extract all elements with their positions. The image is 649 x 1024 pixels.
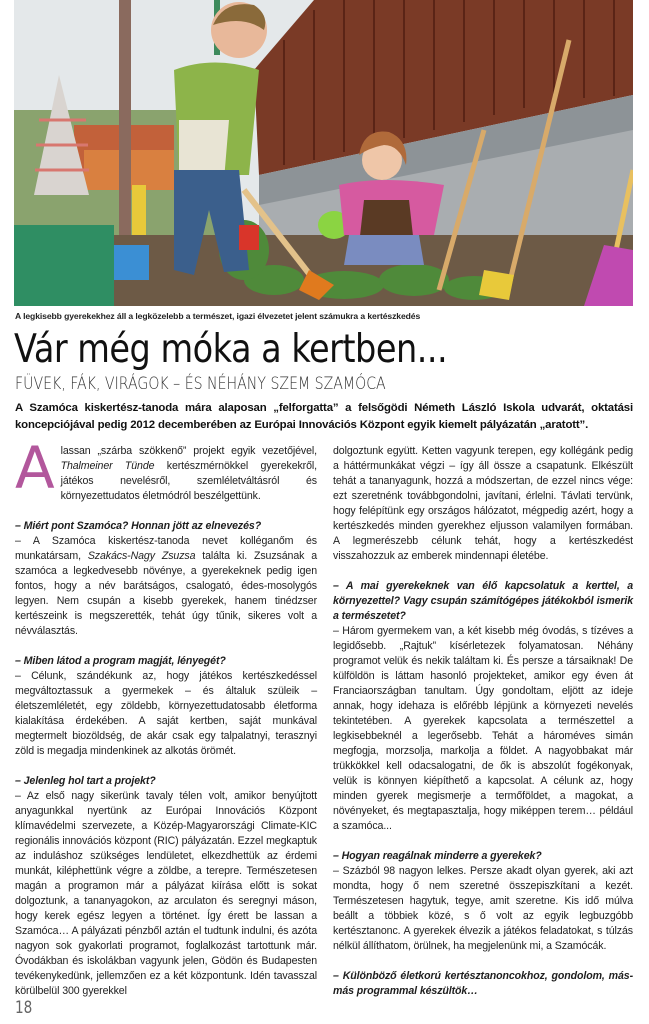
question-2: – Miben látod a program magját, lényegét? xyxy=(15,655,226,667)
answer-4: – Három gyermekem van, a két kisebb még óvodás, s tízéves a legidősebb. „Rajtuk” kísérletezek folyamatosan. Néhány programot velük és nekik találtam ki. És persze a társaiknak! De külföldön is láttam hasonló projekteket, amikor egy éven át Franciaországban tanultam. Úgy gondoltam, eljött az ideje annak, hogy idehaza is előrébb lépjünk a környezeti nevelés tekintetében. A gyerekek kapcsolata a természettel a legkisebbeknél a legerősebb. Tehát a hároméves simán megfogja, morzsolja, markolja a földet. A nagyobbakat már trükkökkel kell odacsalogatni, de ők is abszolút fogékonyak, velük is könnyen kiépíthető a kapcsolat. A célunk az, hogy minden gyerek megismerje a termőföldet, a magokat, a növényeket, és megtapasztalja, hogy miképpen terem… például a szamóca... xyxy=(333,625,633,832)
article-subtitle: FÜVEK, FÁK, VIRÁGOK – ÉS NÉHÁNY SZEM SZAMÓCA xyxy=(15,374,386,394)
answer-5: – Százból 98 nagyon lelkes. Persze akadt olyan gyerek, aki azt mondta, hogy ő nem szeretné összepiszkítani a kezét. Természetesen hagytuk, tegye, amit szeretne. Kis idő múlva beállt a többiek közé, s ő volt az egyik legbuzgóbb kertésztanonc. A gyerekek élvezik a játékos feladatokat, s túlzás nélkül állíthatom, örülnek, ha megjelenünk mi, a Szamócák. xyxy=(333,865,633,952)
article-column-left xyxy=(15,434,318,999)
question-5: – Hogyan reagálnak minderre a gyerekek? xyxy=(333,850,542,862)
answer-3-continued: dolgoztunk együtt. Ketten vagyunk terepen, egy kollégánk pedig a háttérmunkákat végzi – így áll össze a csapatunk. Elkészült tehát a tananyagunk, hozzá a módszertan, de ezzel nincs vége: ezt szeretnénk továbbgondolni, javítani, érlelni. Távlati tervünk, hogy felépítünk egy országos hálózatot, mégpedig azért, hogy a kertészkedés minden gyerekhez eljusson valamilyen formában. A legmerészebb célunk tehát, hogy a kertészkedést visszahozzuk az emberek mindennapi életébe. xyxy=(333,445,633,562)
page-number: 18 xyxy=(15,998,33,1018)
article-photo xyxy=(14,0,633,306)
answer-1: – A Szamóca kiskertész-tanoda nevet kolléganőm és munkatársam, Szakács-Nagy Zsuzsa találta ki. Zsuzsának a szamóca a legkedvesebb növénye, a gyerekeknek pedig igen fontos, hogy a név barátságos, csalogató, édes-mosolygós legyen. Nem csupán a kisebb gyerekek, hanem tinédzser kertészeink is megszerették, tehát úgy tűnik, sikeres volt a névválasztás. xyxy=(15,535,318,637)
question-4: – A mai gyerekeknek van élő kapcsolatuk a kerttel, a környezettel? Vagy csupán számítógépes játékokból ismerik a természetet? xyxy=(333,580,633,622)
answer-2: – Célunk, szándékunk az, hogy játékos kertészkedéssel megváltoztassuk a gyermekek – és általuk szüleik – életszemléletét, egy zöldebb, környezettudatosabb életforma kialakítása érdekében. A saját kertben, saját munkával megtermelt biozöldség, de akár csak egy talpalatnyi, terasznyi zöld is megadja mindenkinek az alkotás örömét. xyxy=(15,670,317,757)
colleague-name: Szakács-Nagy Zsuzsa xyxy=(87,550,196,562)
photo-caption: A legkisebb gyerekekhez áll a legközelebb a természet, igazi élvezetet jelent számukra a kertészkedés xyxy=(15,311,421,321)
interviewee-name: Thalmeiner Tünde xyxy=(60,460,155,472)
drop-cap: A xyxy=(15,434,55,502)
question-3: – Jelenleg hol tart a projekt? xyxy=(15,775,156,787)
answer-3: – Az első nagy sikerünk tavaly télen volt, amikor benyújtott anyagunkkal nyertünk az Európai Innovációs Központ klímavédelmi szervezete, a Közép-Magyarországi Climate-KIC regionális innovációs központ (RIC) pályázatán. Ezzel megkaptuk az induláshoz szükséges lendületet, elkezdhettük az érdemi munkát, kiléphettünk végre a zöldbe, a terepre. Természetesen magán a programon már a pályázat kiírása előtt is sokat dolgoztunk, a tananyagokon, az arculaton és seregnyi máson, hogy kerek egész legyen a történet. Így érett be lassan a Szamóca… A pályázati pénzből aztán el tudtunk indulni, és azóta nagyon sok gyakorlati programot, foglalkozást tartottunk már. Óvodákban és iskolákban vagyunk jelen, Gödön és Budapesten tevékenykedünk, jellemzően ez a két központunk. Idén tavasszal körülbelül 300 gyerekkel xyxy=(15,790,317,997)
article-title: Vár még móka a kertben... xyxy=(14,327,448,372)
question-6: – Különböző életkorú kertésztanoncokhoz, gondolom, más-más programmal készültök… xyxy=(333,970,633,997)
children-gardening-image xyxy=(14,0,633,306)
article-lead: A Szamóca kiskertész-tanoda mára alaposan „felforgatta” a felsőgödi Németh László Iskola udvarát, oktatási koncepciójával pedig 2012 decemberében az Európai Innovációs Központ egyik kiemelt pályázatán „aratott”. xyxy=(15,402,633,431)
article-column-right xyxy=(333,444,633,999)
intro-paragraph: Alassan „szárba szökkenő” projekt egyik vezetőjével, Thalmeiner Tünde kertészmérnökkel gyerekekről, játékos nevelésről, szemléletváltásról és környezettudatos életmódról beszélgettünk. xyxy=(15,434,317,502)
question-1: – Miért pont Szamóca? Honnan jött az elnevezés? xyxy=(15,520,262,532)
